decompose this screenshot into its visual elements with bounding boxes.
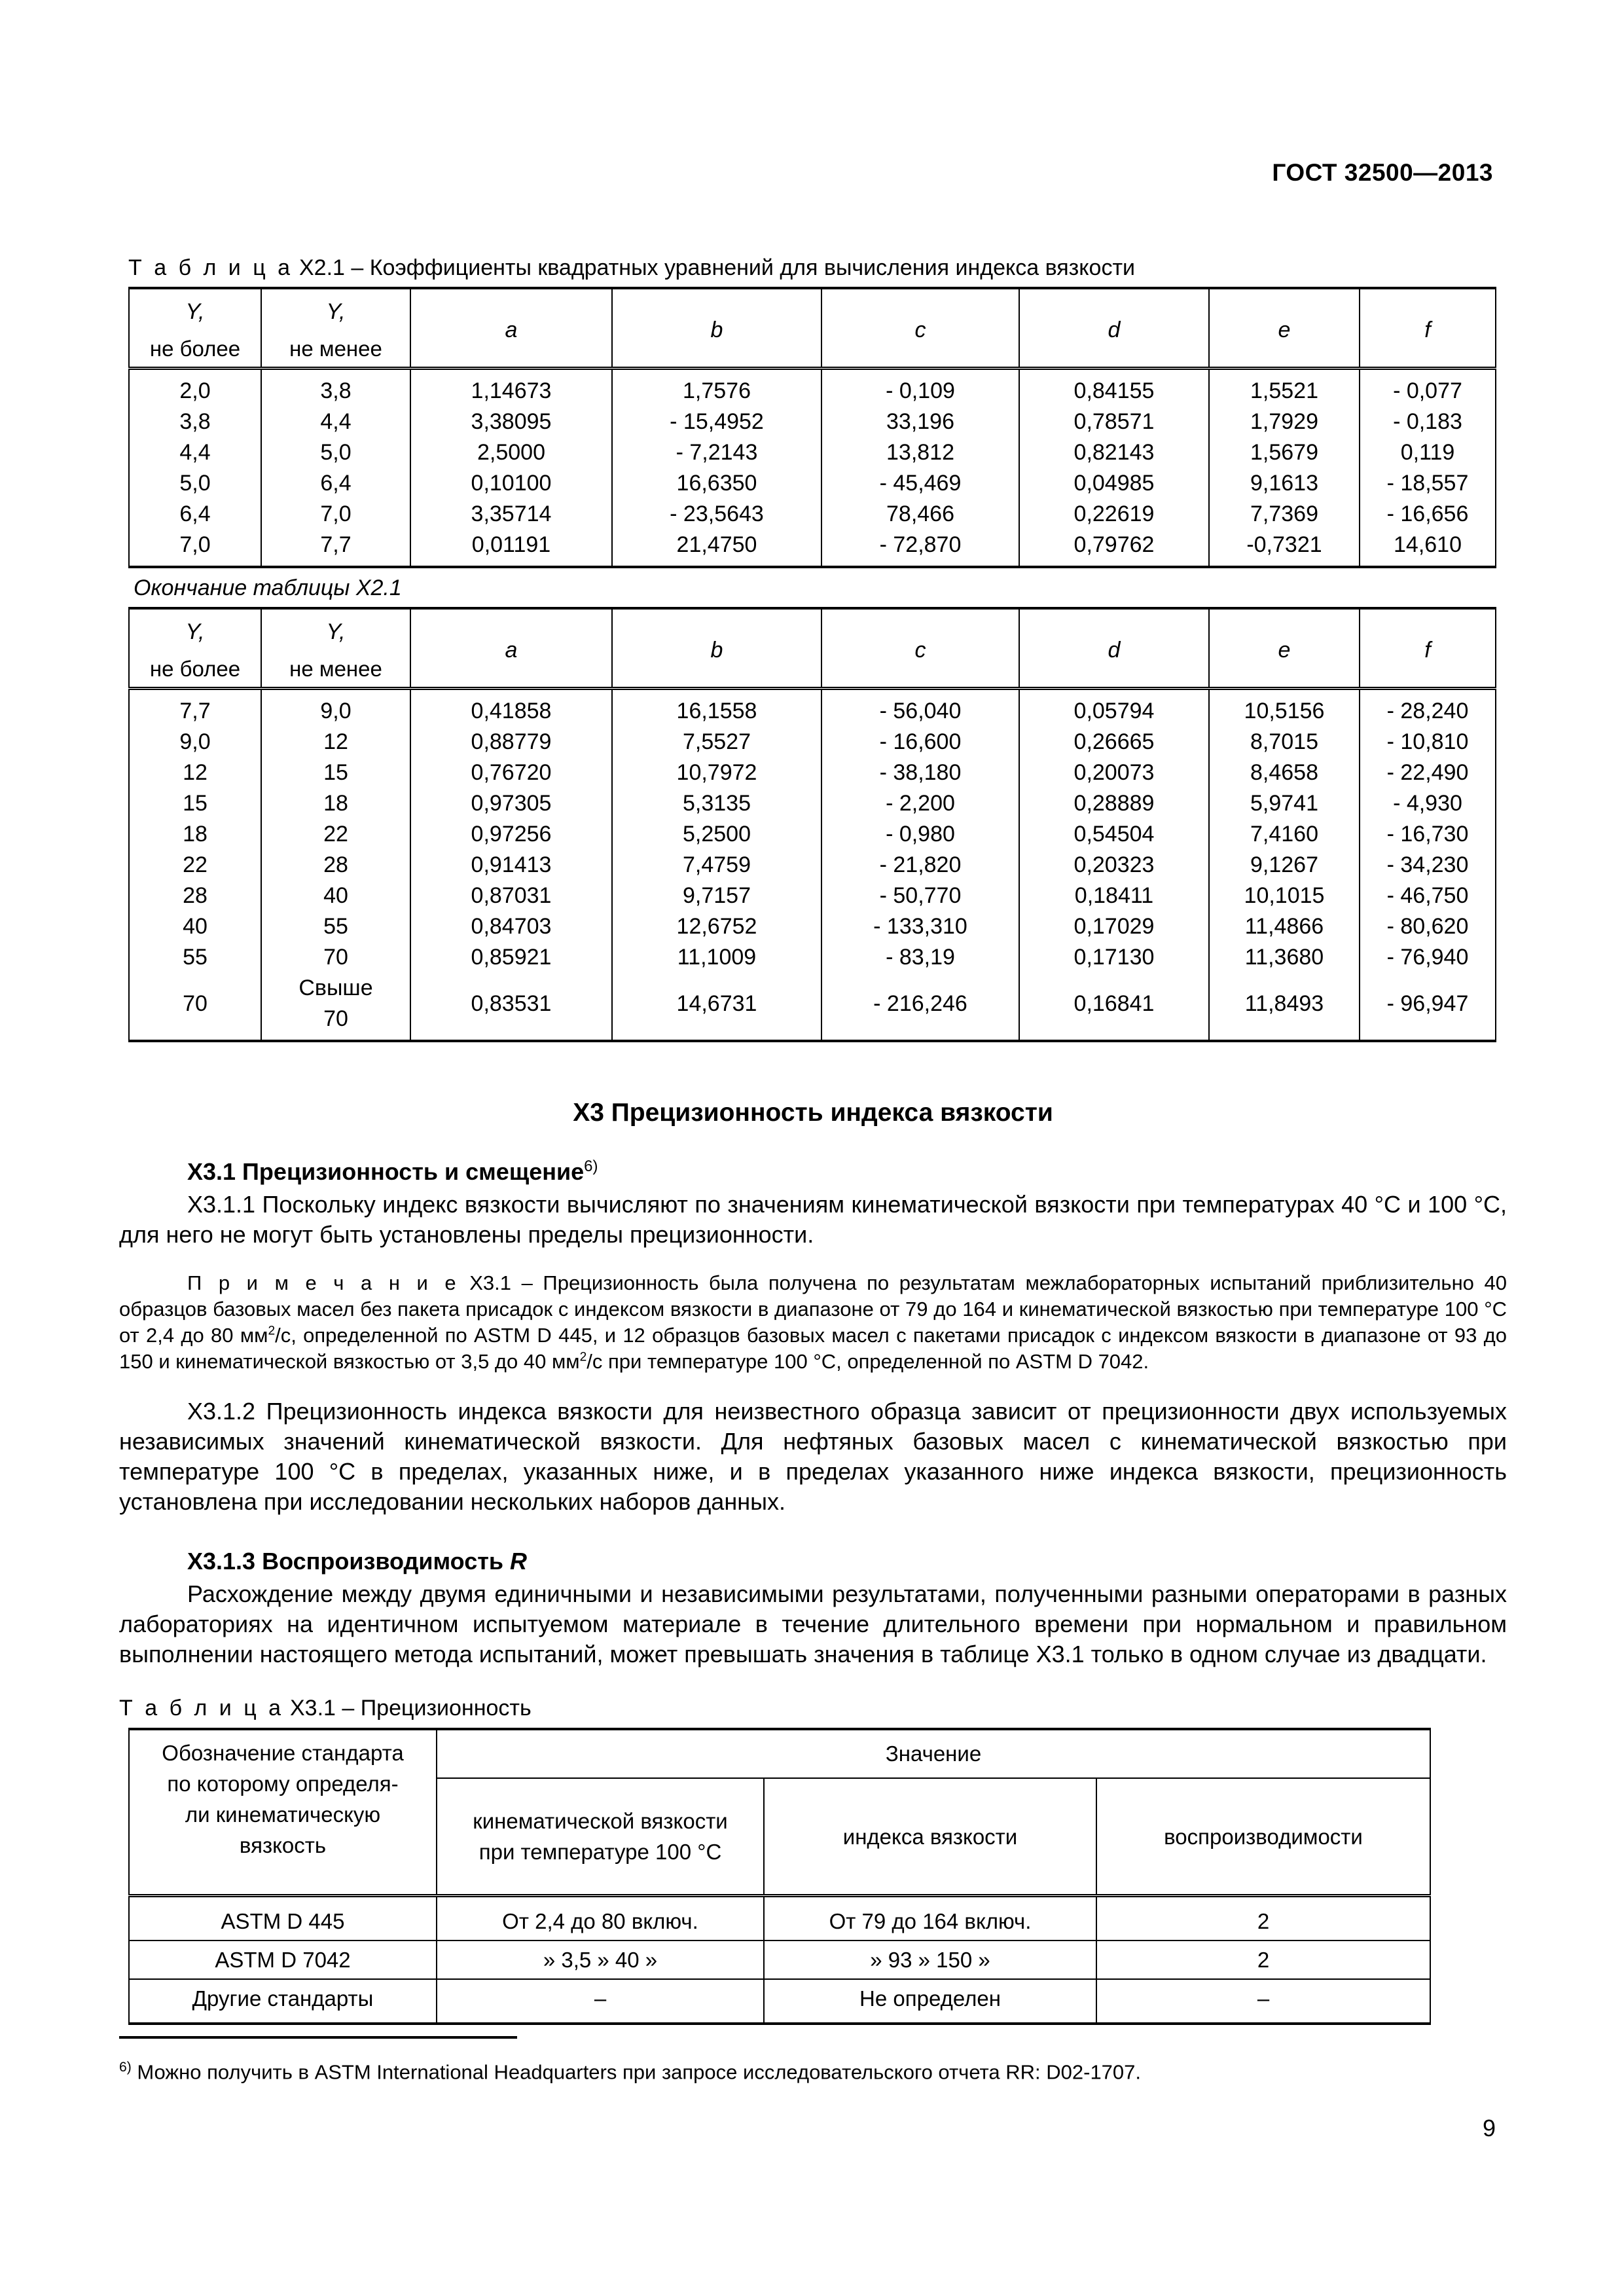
table-cell: 0,41858 bbox=[410, 689, 612, 727]
table-cell: 11,8493 bbox=[1209, 973, 1360, 1041]
table-x31-caption-prefix: Т а б л и ц а bbox=[119, 1696, 284, 1721]
table-row bbox=[129, 499, 1496, 530]
table-cell: 7,7 bbox=[261, 530, 410, 567]
table-cell: 5,3135 bbox=[612, 788, 821, 819]
table-x21-part1 bbox=[128, 287, 1496, 568]
table-cell: Свыше 70 bbox=[261, 973, 410, 1041]
table-row bbox=[129, 407, 1496, 437]
col-header-b bbox=[612, 288, 821, 369]
table-cell: 0,04985 bbox=[1019, 468, 1209, 499]
table-cell: 18 bbox=[261, 788, 410, 819]
subsection-title-x313-text: Х3.1.3 Воспроизводимость bbox=[187, 1547, 510, 1575]
table-cell: 6,4 bbox=[129, 499, 261, 530]
table-row bbox=[129, 850, 1496, 881]
col-header-standard-line3: ли кинематическую bbox=[185, 1802, 381, 1827]
table-cell: 11,1009 bbox=[612, 942, 821, 973]
table-x21-part2-body bbox=[129, 689, 1496, 1042]
subsection-title-x31-text: Х3.1 Прецизионность и смещение bbox=[187, 1158, 585, 1185]
table-cell: 16,6350 bbox=[612, 468, 821, 499]
table-row bbox=[129, 819, 1496, 850]
page-number: 9 bbox=[1482, 2115, 1496, 2141]
table-x31-header-row-1 bbox=[129, 1729, 1430, 1778]
table-cell: - 72,870 bbox=[821, 530, 1019, 567]
table-cell: 40 bbox=[129, 911, 261, 942]
col-header-f-label: f bbox=[1424, 317, 1431, 342]
table-cell: 55 bbox=[129, 942, 261, 973]
table-row bbox=[129, 437, 1496, 468]
col-header-ymax-sub: не более bbox=[149, 336, 241, 361]
table-cell: Другие стандарты bbox=[129, 1979, 437, 2024]
page-content bbox=[119, 255, 1507, 2025]
note-x31 bbox=[119, 1270, 1507, 1376]
col-header-b-label: b bbox=[710, 317, 723, 342]
table-cell: 10,7972 bbox=[612, 757, 821, 788]
table-x21-continuation-caption: Окончание таблицы Х2.1 bbox=[134, 575, 402, 600]
table-row bbox=[129, 757, 1496, 788]
col-header-c bbox=[821, 608, 1019, 689]
col-header-e bbox=[1209, 608, 1360, 689]
table-cell: 9,0 bbox=[261, 689, 410, 727]
col-header-e-label: e bbox=[1278, 317, 1291, 342]
standard-header: ГОСТ 32500—2013 bbox=[1272, 159, 1493, 186]
table-cell: 13,812 bbox=[821, 437, 1019, 468]
table-cell: 14,6731 bbox=[612, 973, 821, 1041]
table-cell: -0,7321 bbox=[1209, 530, 1360, 567]
col-header-d-label: d bbox=[1108, 637, 1121, 663]
table-cell: » 93 » 150 » bbox=[764, 1941, 1096, 1979]
table-cell: 5,0 bbox=[261, 437, 410, 468]
table-cell: 2,5000 bbox=[410, 437, 612, 468]
table-cell: ASTM D 445 bbox=[129, 1896, 437, 1941]
table-cell: 0,10100 bbox=[410, 468, 612, 499]
col-header-standard-line4: вязкость bbox=[239, 1833, 327, 1858]
table-cell: - 7,2143 bbox=[612, 437, 821, 468]
table-cell: 0,85921 bbox=[410, 942, 612, 973]
note-superscript-2: 2 bbox=[579, 1351, 587, 1365]
table-row bbox=[129, 942, 1496, 973]
table-cell: - 21,820 bbox=[821, 850, 1019, 881]
table-cell: - 34,230 bbox=[1360, 850, 1496, 881]
table-cell: 2,0 bbox=[129, 369, 261, 407]
table-cell: 0,79762 bbox=[1019, 530, 1209, 567]
table-cell: 28 bbox=[261, 850, 410, 881]
table-cell: 18 bbox=[129, 819, 261, 850]
table-cell: 16,1558 bbox=[612, 689, 821, 727]
table-cell: - 83,19 bbox=[821, 942, 1019, 973]
table-cell: - 16,730 bbox=[1360, 819, 1496, 850]
footnote-marker: 6) bbox=[119, 2060, 132, 2075]
col-header-ymax-main: Y, bbox=[185, 619, 205, 644]
table-cell: 0,16841 bbox=[1019, 973, 1209, 1041]
table-cell: 14,610 bbox=[1360, 530, 1496, 567]
table-cell: 7,0 bbox=[261, 499, 410, 530]
col-header-c-label: c bbox=[914, 637, 926, 663]
table-cell: 0,26665 bbox=[1019, 727, 1209, 757]
table-cell: 7,5527 bbox=[612, 727, 821, 757]
table-cell: 22 bbox=[261, 819, 410, 850]
col-header-a-label: a bbox=[505, 637, 518, 663]
table-cell: 0,88779 bbox=[410, 727, 612, 757]
table-cell: 0,17029 bbox=[1019, 911, 1209, 942]
table-cell: 11,3680 bbox=[1209, 942, 1360, 973]
table-cell: 0,22619 bbox=[1019, 499, 1209, 530]
table-cell: 40 bbox=[261, 881, 410, 911]
table-cell: - 22,490 bbox=[1360, 757, 1496, 788]
col-header-d-label: d bbox=[1108, 317, 1121, 342]
col-header-d bbox=[1019, 288, 1209, 369]
table-cell: 2 bbox=[1096, 1941, 1430, 1979]
col-header-a bbox=[410, 608, 612, 689]
table-cell: ASTM D 7042 bbox=[129, 1941, 437, 1979]
table-header-row bbox=[129, 608, 1496, 689]
table-cell: - 18,557 bbox=[1360, 468, 1496, 499]
table-row bbox=[129, 1979, 1430, 2024]
subsection-title-x313-symbol: R bbox=[509, 1547, 527, 1575]
table-cell: 5,2500 bbox=[612, 819, 821, 850]
table-cell: 21,4750 bbox=[612, 530, 821, 567]
table-cell: 1,14673 bbox=[410, 369, 612, 407]
paragraph-x311: Х3.1.1 Поскольку индекс вязкости вычисляют по значениям кинематической вязкости при температурах 40 °С и 100 °С, для него не могут быть установлены пределы прецизионности. bbox=[119, 1191, 1507, 1248]
col-header-standard-line1: Обозначение стандарта bbox=[162, 1741, 404, 1766]
col-header-group-value: Значение bbox=[437, 1729, 1430, 1778]
table-row bbox=[129, 973, 1496, 1041]
table-cell: 0,83531 bbox=[410, 973, 612, 1041]
table-cell: 0,119 bbox=[1360, 437, 1496, 468]
table-row bbox=[129, 369, 1496, 407]
table-row bbox=[129, 530, 1496, 567]
table-cell: 0,84155 bbox=[1019, 369, 1209, 407]
col-header-ymin-main: Y, bbox=[326, 299, 346, 324]
col-header-ymin bbox=[261, 288, 410, 369]
table-cell: 0,18411 bbox=[1019, 881, 1209, 911]
table-cell: 0,97256 bbox=[410, 819, 612, 850]
table-cell: 0,87031 bbox=[410, 881, 612, 911]
table-cell: 7,7 bbox=[129, 689, 261, 727]
table-cell: - 0,980 bbox=[821, 819, 1019, 850]
table-cell: 7,0 bbox=[129, 530, 261, 567]
table-cell: Не определен bbox=[764, 1979, 1096, 2024]
paragraph-x313: Расхождение между двумя единичными и независимыми результатами, полученными разными операторами в разных лабораториях на идентичном испытуемом материале в течение длительного времени при нормальном и правильном выполнении настоящего метода испытаний, может превышать значения в таблице Х3.1 только в одном случае из двадцати. bbox=[119, 1580, 1507, 1668]
col-header-e bbox=[1209, 288, 1360, 369]
note-text-2: /с, определенной по ASTM D 445, и 12 образцов базовых масел с пакетами присадок с индексом вязкости в диапазоне от 93 до 150 и кинематической вязкостью от 3,5 до 40 мм bbox=[119, 1324, 1507, 1374]
table-cell: - 0,109 bbox=[821, 369, 1019, 407]
footnote-separator bbox=[119, 2036, 517, 2039]
table-cell: 12,6752 bbox=[612, 911, 821, 942]
col-header-f-label: f bbox=[1424, 637, 1431, 663]
table-cell: 0,84703 bbox=[410, 911, 612, 942]
note-label: П р и м е ч а н и е bbox=[187, 1271, 460, 1294]
col-header-ymin bbox=[261, 608, 410, 689]
table-cell: 55 bbox=[261, 911, 410, 942]
table-cell: - 216,246 bbox=[821, 973, 1019, 1041]
col-header-e-label: e bbox=[1278, 637, 1291, 663]
table-cell: 0,82143 bbox=[1019, 437, 1209, 468]
footnote-text: Можно получить в ASTM International Headquarters при запросе исследовательского отчета RR: D02-1707. bbox=[131, 2060, 1142, 2084]
table-x21-part2 bbox=[128, 607, 1496, 1042]
table-row bbox=[129, 1941, 1430, 1979]
table-cell: 0,17130 bbox=[1019, 942, 1209, 973]
table-cell: 10,1015 bbox=[1209, 881, 1360, 911]
col-header-f bbox=[1360, 608, 1496, 689]
col-header-kinematic-viscosity-line2: при температуре 100 °С bbox=[478, 1840, 722, 1865]
table-cell: 8,4658 bbox=[1209, 757, 1360, 788]
footnote bbox=[119, 2060, 1141, 2084]
table-row bbox=[129, 727, 1496, 757]
table-cell: 1,5521 bbox=[1209, 369, 1360, 407]
col-header-ymin-main: Y, bbox=[326, 619, 346, 644]
table-cell: - 45,469 bbox=[821, 468, 1019, 499]
table-cell: 0,05794 bbox=[1019, 689, 1209, 727]
col-header-c-label: c bbox=[914, 317, 926, 342]
table-cell: - 16,656 bbox=[1360, 499, 1496, 530]
note-superscript-1: 2 bbox=[268, 1324, 276, 1338]
table-cell: - 76,940 bbox=[1360, 942, 1496, 973]
table-cell: 28 bbox=[129, 881, 261, 911]
table-cell: - 15,4952 bbox=[612, 407, 821, 437]
table-x21-part1-body bbox=[129, 369, 1496, 568]
col-header-kinematic-viscosity-line1: кинематической вязкости bbox=[473, 1808, 728, 1833]
col-header-ymin-sub: не менее bbox=[289, 656, 382, 681]
col-header-d bbox=[1019, 608, 1209, 689]
table-cell: 3,38095 bbox=[410, 407, 612, 437]
col-header-ymax-sub: не более bbox=[149, 656, 241, 681]
note-text-1: Х3.1 – Прецизионность была получена по результатам межлабораторных испытаний приблизительно 40 образцов базовых масел без пакета присадок с индексом вязкости в диапазоне от 79 до 164 и кинематической вязкостью при температуре 100 °С от 2,4 до 80 мм bbox=[119, 1271, 1507, 1347]
table-row bbox=[129, 911, 1496, 942]
table-row bbox=[129, 1896, 1430, 1941]
table-cell: 9,1613 bbox=[1209, 468, 1360, 499]
table-cell: 5,0 bbox=[129, 468, 261, 499]
table-cell: От 79 до 164 включ. bbox=[764, 1896, 1096, 1941]
col-header-ymax-main: Y, bbox=[185, 299, 205, 324]
table-row bbox=[129, 468, 1496, 499]
table-x31 bbox=[128, 1728, 1431, 2025]
table-header-row bbox=[129, 288, 1496, 369]
table-cell: - 46,750 bbox=[1360, 881, 1496, 911]
table-cell: - 23,5643 bbox=[612, 499, 821, 530]
table-cell: » 3,5 » 40 » bbox=[437, 1941, 764, 1979]
table-cell: 9,0 bbox=[129, 727, 261, 757]
table-cell: 12 bbox=[129, 757, 261, 788]
table-x31-body bbox=[129, 1896, 1430, 2024]
table-cell: - 16,600 bbox=[821, 727, 1019, 757]
table-cell: – bbox=[437, 1979, 764, 2024]
table-x21-caption bbox=[128, 255, 1507, 281]
col-header-viscosity-index: индекса вязкости bbox=[764, 1778, 1096, 1896]
note-text-3: /с при температуре 100 °С, определенной по ASTM D 7042. bbox=[586, 1350, 1149, 1374]
table-cell: 0,20073 bbox=[1019, 757, 1209, 788]
table-cell: 7,7369 bbox=[1209, 499, 1360, 530]
table-cell: 4,4 bbox=[129, 437, 261, 468]
table-cell: 5,9741 bbox=[1209, 788, 1360, 819]
table-cell: - 38,180 bbox=[821, 757, 1019, 788]
subsection-title-x313 bbox=[187, 1548, 1507, 1575]
table-cell: 0,20323 bbox=[1019, 850, 1209, 881]
table-cell: - 80,620 bbox=[1360, 911, 1496, 942]
table-cell: 0,76720 bbox=[410, 757, 612, 788]
table-cell: 0,97305 bbox=[410, 788, 612, 819]
col-header-f bbox=[1360, 288, 1496, 369]
table-cell: 3,35714 bbox=[410, 499, 612, 530]
table-cell: 10,5156 bbox=[1209, 689, 1360, 727]
col-header-standard bbox=[129, 1729, 437, 1896]
col-header-standard-line2: по которому определя- bbox=[167, 1772, 399, 1796]
table-cell: – bbox=[1096, 1979, 1430, 2024]
table-cell: 15 bbox=[129, 788, 261, 819]
table-x31-caption bbox=[119, 1696, 1507, 1721]
table-cell: 3,8 bbox=[129, 407, 261, 437]
table-cell: - 28,240 bbox=[1360, 689, 1496, 727]
table-cell: - 96,947 bbox=[1360, 973, 1496, 1041]
paragraph-x312: Х3.1.2 Прецизионность индекса вязкости для неизвестного образца зависит от прецизионности двух используемых независимых значений кинематической вязкости. Для нефтяных базовых масел с кинематической вязкостью при температуре 100 °С в пределах, указанных ниже, и в пределах указанного ниже индекса вязкости, прецизионность установлена при исследовании нескольких наборов данных. bbox=[119, 1397, 1507, 1516]
table-cell: 15 bbox=[261, 757, 410, 788]
table-cell: От 2,4 до 80 включ. bbox=[437, 1896, 764, 1941]
col-header-kinematic-viscosity bbox=[437, 1778, 764, 1896]
col-header-ymax bbox=[129, 608, 261, 689]
table-cell: - 2,200 bbox=[821, 788, 1019, 819]
col-header-b-label: b bbox=[710, 637, 723, 663]
table-x21-caption-text: Х2.1 – Коэффициенты квадратных уравнений для вычисления индекса вязкости bbox=[293, 255, 1136, 280]
table-cell: 1,7929 bbox=[1209, 407, 1360, 437]
table-cell: 33,196 bbox=[821, 407, 1019, 437]
table-cell: 0,54504 bbox=[1019, 819, 1209, 850]
table-cell: 2 bbox=[1096, 1896, 1430, 1941]
col-header-reproducibility: воспроизводимости bbox=[1096, 1778, 1430, 1896]
table-cell: 0,28889 bbox=[1019, 788, 1209, 819]
table-cell: 0,78571 bbox=[1019, 407, 1209, 437]
table-cell: 12 bbox=[261, 727, 410, 757]
table-cell: 70 bbox=[129, 973, 261, 1041]
col-header-a bbox=[410, 288, 612, 369]
table-cell: - 0,077 bbox=[1360, 369, 1496, 407]
table-cell: - 10,810 bbox=[1360, 727, 1496, 757]
table-row bbox=[129, 881, 1496, 911]
table-x31-caption-text: Х3.1 – Прецизионность bbox=[283, 1696, 532, 1721]
footnote-marker-ref: 6) bbox=[584, 1157, 598, 1175]
col-header-ymax bbox=[129, 288, 261, 369]
table-cell: 8,7015 bbox=[1209, 727, 1360, 757]
table-cell: - 4,930 bbox=[1360, 788, 1496, 819]
table-cell: 9,1267 bbox=[1209, 850, 1360, 881]
table-cell: 11,4866 bbox=[1209, 911, 1360, 942]
table-cell: - 133,310 bbox=[821, 911, 1019, 942]
col-header-a-label: a bbox=[505, 317, 518, 342]
table-cell: - 56,040 bbox=[821, 689, 1019, 727]
table-row bbox=[129, 689, 1496, 727]
table-cell: 4,4 bbox=[261, 407, 410, 437]
table-cell: - 50,770 bbox=[821, 881, 1019, 911]
section-title-x3: Х3 Прецизионность индекса вязкости bbox=[573, 1099, 1053, 1127]
table-row bbox=[129, 788, 1496, 819]
table-cell: 0,91413 bbox=[410, 850, 612, 881]
table-cell: 3,8 bbox=[261, 369, 410, 407]
table-cell: 22 bbox=[129, 850, 261, 881]
subsection-title-x31 bbox=[187, 1157, 1507, 1186]
table-cell: 70 bbox=[261, 942, 410, 973]
table-cell: 0,01191 bbox=[410, 530, 612, 567]
table-cell: 78,466 bbox=[821, 499, 1019, 530]
table-cell: 1,5679 bbox=[1209, 437, 1360, 468]
table-cell: 7,4759 bbox=[612, 850, 821, 881]
table-cell: 7,4160 bbox=[1209, 819, 1360, 850]
table-cell: 6,4 bbox=[261, 468, 410, 499]
col-header-ymin-sub: не менее bbox=[289, 336, 382, 361]
table-cell: 1,7576 bbox=[612, 369, 821, 407]
col-header-b bbox=[612, 608, 821, 689]
table-x21-caption-prefix: Т а б л и ц а bbox=[128, 255, 293, 280]
col-header-c bbox=[821, 288, 1019, 369]
table-cell: - 0,183 bbox=[1360, 407, 1496, 437]
table-cell: 9,7157 bbox=[612, 881, 821, 911]
